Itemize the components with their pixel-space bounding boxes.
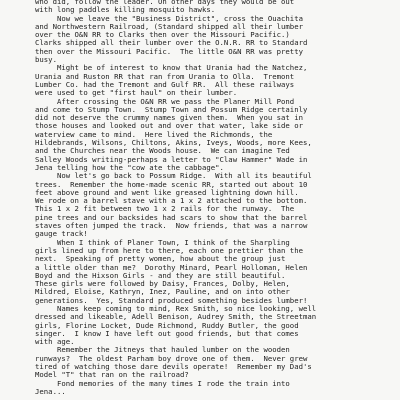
text-line: girls, Florine Locket, Dude Richmond, Ruddy Butler, the good — [35, 320, 299, 330]
text-line: We rode on a barrel stave with a 1 x 2 attached to the bottom. — [35, 196, 308, 206]
text-line: next. Speaking of pretty women, how about the group just — [35, 254, 286, 264]
text-line: staves often jumped the track. Now friends, that was a narrow — [35, 221, 308, 231]
text-line: This 1 x 2 fit between two 1 x 2 rails for the runway. The — [35, 204, 295, 214]
text-line: Fond memories of the many times I rode the train into — [35, 378, 290, 388]
text-line: These girls were followed by Daisy, Frances, Dolby, Helen, — [35, 279, 290, 289]
text-line: pine trees and our backsides had scars to show that the barrel — [35, 212, 308, 222]
text-line: Might be of interest to know that Urania had the Natchez, — [35, 63, 308, 73]
text-line: singer. I know I have left out good friends, but that comes — [35, 328, 299, 338]
text-line: Jena telling how the "cow ate the cabbage". — [35, 162, 224, 172]
text-line: those houses and looked out and over that water, lake side or — [35, 121, 303, 131]
text-line: When I think of Planer Town, I think of the Sharpling — [35, 237, 290, 247]
text-line: Salley Woods writing-perhaps a letter to "Claw Hammer" Wade in — [35, 154, 308, 164]
text-line: After crossing the O&N RR we pass the Planer Mill Pond — [35, 96, 295, 106]
text-line: with age. — [35, 337, 75, 347]
text-line: Jena... — [35, 386, 66, 396]
text-line: dressed and likeable, Adell Benison, Audrey Smith, the Streetman — [35, 312, 317, 322]
text-line: gauge track! — [35, 229, 88, 239]
text-line: who did, follow the leader. On other days they would be out — [35, 0, 295, 6]
text-line: Hildebrands, Wilsons, Chiltons, Akins, Iveys, Woods, more Kees, — [35, 138, 312, 148]
text-line: over the O&N RR to Clarks then over the Missouri Pacific.) — [35, 30, 290, 40]
text-line: a little older than me? Dorothy Minard, Pearl Holloman, Helen — [35, 262, 308, 272]
text-line: Mildred, Eloise, Kathryn, Inez, Pauline, and on into other — [35, 287, 290, 297]
text-line: trees. Remember the home-made scenic RR, started out about 10 — [35, 179, 308, 189]
text-line: Urania and Ruston RR that ran from Urania to Olla. Tremont — [35, 71, 295, 81]
text-line: Lumber Co. had the Tremont and Gulf RR. All these railways — [35, 79, 295, 89]
text-line: were used to get "first haul" on their lumber. — [35, 88, 238, 98]
text-line: Model "T" that ran on the railroad? — [35, 370, 189, 380]
text-line: busy. — [35, 55, 57, 65]
text-line: and Northwestern Railroad, (Standard shipped all their lumber — [35, 21, 303, 31]
document-body — [35, 0, 400, 396]
text-line: feet above ground and went like greased lightning down hill. — [35, 187, 299, 197]
text-line: Now let's go back to Possum Ridge. With all its beautiful — [35, 171, 312, 181]
text-line: did not deserve the crummy names given them. When you sat in — [35, 113, 303, 123]
text-line: and the Churches near the Woods house. We can imagine Ted — [35, 146, 290, 156]
text-line: Clarks shipped all their lumber over the O.N.R. RR to Standard — [35, 38, 308, 48]
text-line: tired of watching those dare devils operate! Remember my Dad's — [35, 362, 312, 372]
text-line: waterview came to mind. Here lived the Richmonds, the — [35, 129, 273, 139]
text-line: with long paddles killing mosquito hawks. — [35, 5, 216, 15]
text-line: runways? The oldest Parham boy drove one of them. Never grew — [35, 353, 308, 363]
text-line: generations. Yes, Standard produced something besides lumber! — [35, 295, 308, 305]
text-line: girls lined up from here to there, each one prettier than the — [35, 245, 303, 255]
text-line: Remember the Jitneys that hauled lumber on the wooden — [35, 345, 290, 355]
text-line: and come to Stump Town. Stump Town and Possum Ridge certainly — [35, 104, 308, 114]
text-line: Names keep coming to mind, Rex Smith, so nice looking, well — [35, 303, 317, 313]
text-line: Now we leave the "Business District", cross the Ouachita — [35, 13, 303, 23]
text-line: Boyd and the Hixson Girls - and they are still beautiful. — [35, 270, 286, 280]
text-line: then over the Missouri Pacific. The little O&N RR was pretty — [35, 46, 303, 56]
